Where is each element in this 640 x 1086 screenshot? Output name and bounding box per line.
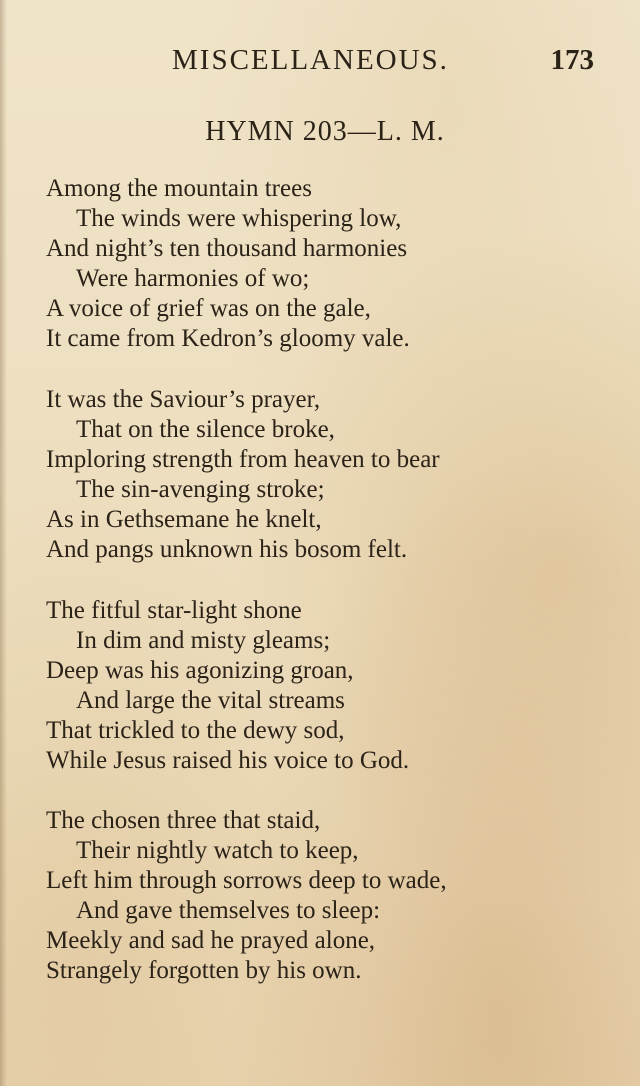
hymn-title: [0, 112, 640, 152]
verse-line: In dim and misty gleams;: [76, 627, 331, 654]
running-title: MISCELLANEOUS.: [172, 44, 449, 76]
verse-line: Strangely forgotten by his own.: [46, 957, 362, 984]
page-header: [0, 40, 640, 80]
verse-line: As in Gethsemane he knelt,: [46, 506, 322, 533]
verse-line: And pangs unknown his bosom felt.: [46, 536, 408, 563]
page-number: 173: [550, 44, 594, 76]
stanza-3: [46, 596, 606, 776]
hymn-title-text: HYMN 203—L. M.: [205, 116, 445, 147]
verse-line: The winds were whispering low,: [76, 205, 402, 232]
verse-line: Were harmonies of wo;: [76, 265, 310, 292]
verse-line: That on the silence broke,: [76, 416, 335, 443]
page-binding-edge: [0, 0, 7, 1086]
verse-line: Imploring strength from heaven to bear: [46, 446, 440, 473]
verse-line: Their nightly watch to keep,: [76, 837, 359, 864]
stanza-4: [46, 806, 606, 986]
verse-line: And gave themselves to sleep:: [76, 897, 381, 924]
verse-line: The sin-avenging stroke;: [76, 476, 325, 503]
verse-line: And large the vital streams: [76, 687, 345, 714]
stanza-2: [46, 385, 606, 565]
verse-line: The fitful star-light shone: [46, 597, 302, 624]
verse-line: Meekly and sad he prayed alone,: [46, 927, 376, 954]
verse-line: While Jesus raised his voice to God.: [46, 747, 410, 774]
verse-line: That trickled to the dewy sod,: [46, 717, 345, 744]
verse-line: Deep was his agonizing groan,: [46, 657, 354, 684]
verse-line: Left him through sorrows deep to wade,: [46, 867, 447, 894]
verse-line: It was the Saviour’s prayer,: [46, 386, 321, 413]
verse-line: A voice of grief was on the gale,: [46, 295, 371, 322]
verse-line: And night’s ten thousand harmonies: [46, 235, 408, 262]
verse-line: The chosen three that staid,: [46, 807, 321, 834]
verse-line: It came from Kedron’s gloomy vale.: [46, 325, 410, 352]
stanza-1: [46, 174, 606, 354]
verse-line: Among the mountain trees: [46, 175, 312, 202]
